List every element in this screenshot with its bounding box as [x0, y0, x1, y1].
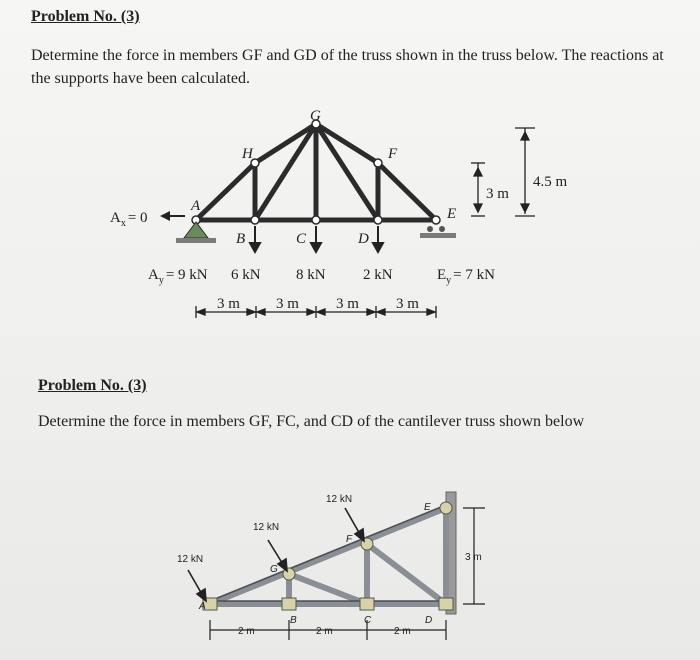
load-label-1: 12 kN: [326, 494, 353, 505]
reaction-ax: $A_x = 0$: [110, 210, 148, 229]
span-label-2: 2 m: [316, 626, 333, 637]
joint-label-d: D: [358, 231, 369, 247]
span-label-3: 2 m: [394, 626, 411, 637]
joint-label-d: D: [425, 615, 433, 626]
height-label-small: 3 m: [486, 186, 509, 202]
span-label-4: 3 m: [396, 296, 419, 312]
joint-label-a: A: [191, 198, 201, 214]
problem-1-text: Determine the force in members GF and GD of the truss shown in the truss below. The reactions at the supports have been calculated.: [31, 47, 664, 87]
reaction-ay: $A_y = 9$ kN: [148, 267, 208, 286]
load-label-3: 2 kN: [363, 267, 393, 283]
reaction-ey: $E_y = 7$ kN: [437, 267, 495, 286]
span-label-1: 3 m: [217, 296, 240, 312]
joint-label-f: F: [388, 146, 398, 162]
joint-label-e: E: [447, 206, 457, 222]
load-label-3: 12 kN: [177, 554, 204, 565]
joint-label-b: B: [290, 615, 297, 626]
truss-2-members: [210, 508, 446, 604]
load-label-1: 6 kN: [231, 267, 261, 283]
span-label-3: 3 m: [336, 296, 359, 312]
height-label-large: 4.5 m: [533, 174, 568, 190]
problem-1-title: Problem No. (3): [31, 8, 140, 25]
problem-2-title: Problem No. (3): [38, 377, 147, 394]
joint-label-f: F: [346, 534, 353, 545]
span-label-1: 2 m: [238, 626, 255, 637]
joint-label-c: C: [364, 615, 372, 626]
load-label-2: 12 kN: [253, 522, 280, 533]
load-label-2: 8 kN: [296, 267, 326, 283]
joint-label-e: E: [424, 502, 431, 513]
joint-label-g: G: [310, 108, 321, 124]
height-label: 3 m: [465, 552, 482, 563]
joint-label-h: H: [242, 146, 253, 162]
span-label-2: 3 m: [276, 296, 299, 312]
joint-label-c: C: [296, 231, 307, 247]
problem-2-text: Determine the force in members GF, FC, and CD of the cantilever truss shown below: [38, 413, 585, 430]
joint-label-b: B: [236, 231, 246, 247]
joint-label-g: G: [270, 564, 278, 575]
joint-label-a: A: [199, 601, 206, 612]
